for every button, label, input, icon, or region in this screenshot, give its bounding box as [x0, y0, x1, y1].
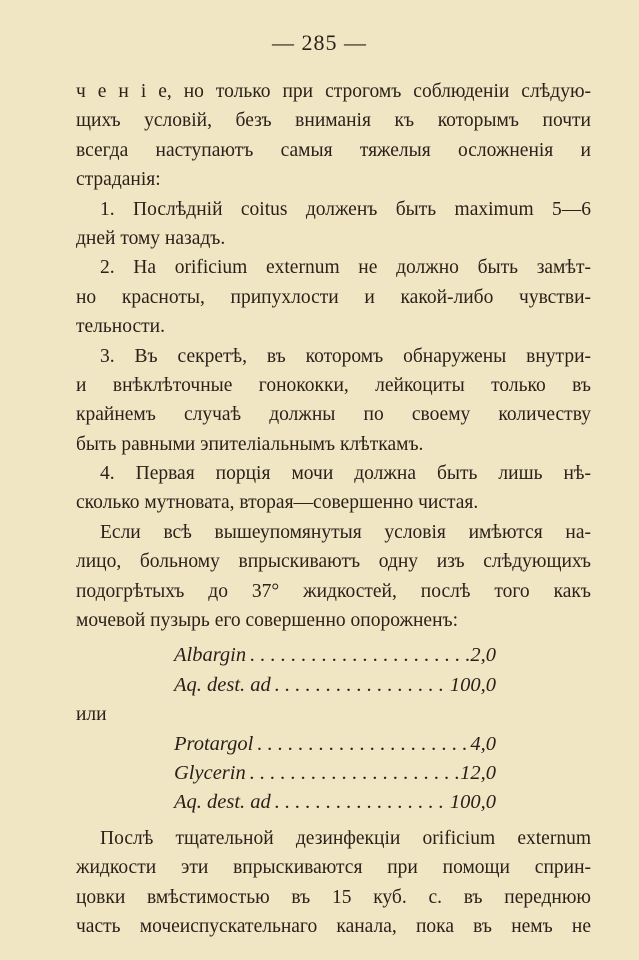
condition-item-1 [76, 195, 591, 254]
page-body [76, 77, 591, 941]
prescription-row [174, 671, 496, 700]
drug-name: Aq. dest. ad [174, 791, 271, 814]
text-line: быть равными эпителіальнымъ клѣткамъ. [76, 433, 424, 455]
text-line: 3. Въ секретѣ, въ которомъ обнаружены внутри- [100, 345, 591, 367]
text-line: крайнемъ случаѣ должны по своему количеству [76, 404, 591, 426]
or-word: или [76, 704, 107, 726]
text-line: сколько мутновата, вторая—совершенно чистая. [76, 492, 479, 514]
text-line: 2. На orificium externum не должно быть замѣт- [100, 257, 591, 279]
text-line: Если всѣ вышеупомянутыя условія имѣются на- [100, 521, 591, 543]
paragraph-disinfection [76, 824, 591, 942]
text-line: страданія: [76, 169, 161, 191]
drug-name: Aq. dest. ad [174, 673, 271, 696]
prescription-row [174, 788, 496, 817]
condition-item-2 [76, 253, 591, 341]
text-line: цовки вмѣстимостью въ 15 куб. с. въ переднюю [76, 886, 591, 908]
text-line: тельности. [76, 316, 165, 338]
prescription-protargol [76, 730, 591, 818]
text-line: Послѣ тщательной дезинфекціи orificium externum [100, 827, 591, 849]
drug-amount: 2,0 [470, 644, 496, 667]
text-line: дней тому назадъ. [76, 227, 226, 249]
text-line: 4. Первая порція мочи должна быть лишь нѣ- [100, 463, 591, 485]
leader-dots [246, 641, 470, 670]
prescription-row [174, 730, 496, 759]
text-line: но красноты, припухлости и какой-либо чувстви- [76, 286, 591, 308]
text-line: ч е н і е, но только при строгомъ соблюденіи слѣдую- [76, 81, 591, 102]
text-line: всегда наступаютъ самыя тяжелыя осложненія и [76, 139, 591, 161]
condition-item-4 [76, 459, 591, 518]
text-line: и внѣклѣточные гонококки, лейкоциты только въ [76, 374, 591, 396]
condition-item-3 [76, 342, 591, 460]
paragraph-intro [76, 77, 591, 195]
drug-amount: 100,0 [449, 791, 496, 814]
drug-amount: 100,0 [449, 673, 496, 696]
leader-dots [246, 759, 460, 788]
text-line: 1. Послѣдній coitus долженъ быть maximum 5—6 [100, 198, 591, 220]
drug-amount: 12,0 [460, 761, 496, 784]
text-line: лицо, больному впрыскиваютъ одну изъ слѣдующихъ [76, 551, 591, 573]
paragraph-injection [76, 518, 591, 636]
text-line: часть мочеиспускательнаго канала, пока въ немъ не [76, 915, 591, 937]
drug-name: Albargin [174, 644, 247, 667]
prescription-albargin [76, 641, 591, 700]
leader-dots [253, 730, 470, 759]
text-line: жидкости эти впрыскиваются при помощи сприн- [76, 857, 591, 879]
leader-dots [271, 788, 450, 817]
prescription-row [174, 759, 496, 788]
prescription-row [174, 641, 496, 670]
drug-name: Protargol [174, 732, 254, 755]
drug-name: Glycerin [174, 761, 246, 784]
drug-amount: 4,0 [470, 732, 496, 755]
text-line: щихъ условій, безъ вниманія къ которымъ почти [76, 110, 591, 132]
text-line: мочевой пузырь его совершенно опорожненъ: [76, 610, 459, 632]
text-line: подогрѣтыхъ до 37° жидкостей, послѣ того какъ [76, 580, 591, 602]
leader-dots [271, 671, 450, 700]
page-number: — 285 — [272, 30, 367, 55]
